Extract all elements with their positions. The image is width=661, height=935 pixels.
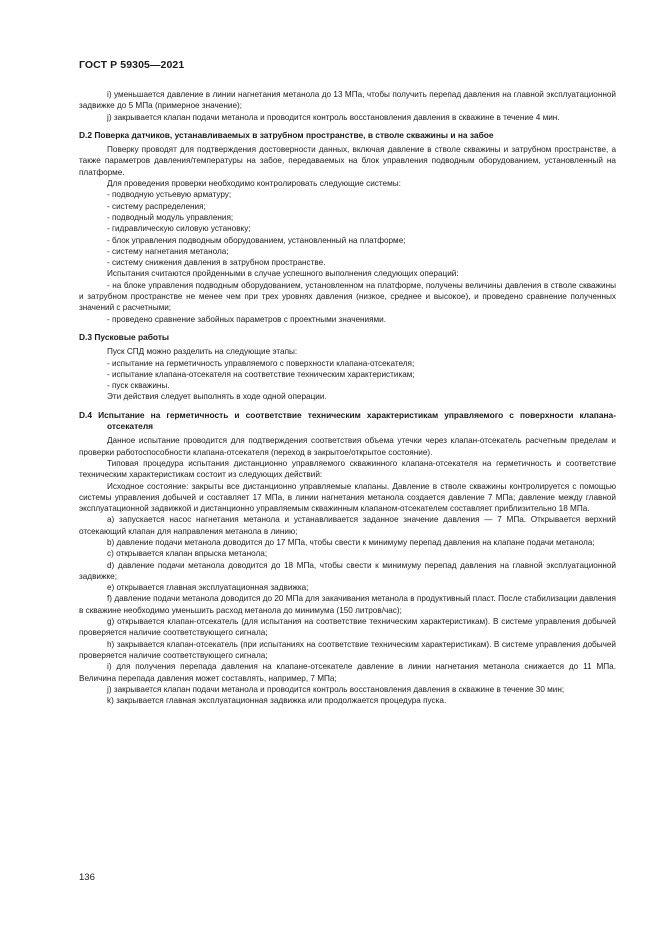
step-item: c) открывается клапан впрыска метанола;: [107, 549, 268, 559]
section-d4-paragraph: Типовая процедура испытания дистанционно управляемого скважинного клапана-отсекателя на герметичность и соответствие техническим характеристикам состоит из следующих действий:: [79, 458, 616, 480]
section-d4-heading: D.4 Испытание на герметичность и соответствие техническим характеристикам управляемого с поверхности клапана-отсекателя: [79, 409, 616, 432]
step-item: i) для получения перепада давления на клапане-отсекателе давление в линии нагнетания метанола снижается до 11 МПа. Величина перепада давления может составлять, например, 7 МПа;: [79, 662, 616, 683]
step-item: a) запускается насос нагнетания метанола и устанавливается заданное значение давления — 7 МПа. Открывается верхний отсекающий клапан для направления метанола в линию;: [79, 515, 616, 536]
step-item: k) закрывается главная эксплуатационная задвижка или продолжается процедура пуска.: [107, 696, 447, 706]
section-d3-paragraph: Эти действия следует выполнять в ходе одной операции.: [107, 392, 327, 402]
step-item: e) открывается главная эксплуатационная задвижка;: [107, 583, 309, 593]
section-d2-paragraph: Для проведения проверки необходимо контролировать следующие системы:: [107, 179, 401, 189]
section-d2-heading: D.2 Поверка датчиков, устанавливаемых в затрубном пространстве, в стволе скважины и на забое: [79, 129, 494, 140]
list-item: - испытание клапана-отсекателя на соответствие техническим характеристикам;: [107, 369, 415, 379]
list-item: - подводную устьевую арматуру;: [107, 190, 232, 200]
section-d3-paragraph: Пуск СПД можно разделить на следующие этапы:: [107, 347, 298, 357]
section-d2-paragraph: Поверку проводят для подтверждения достоверности данных, включая давление в стволе скважины и затрубном пространстве, а также параметров давления/температуры на забое, передаваемых на блок управления подводным оборудованием, установленный на платформе.: [79, 145, 616, 177]
list-item: - систему распределения;: [107, 201, 206, 211]
step-item: d) давление подачи метанола доводится до 18 МПа, чтобы свести к минимуму перепад давления на главной эксплуатационной задвижке;: [79, 560, 616, 581]
list-item: - гидравлическую силовую установку;: [107, 224, 251, 234]
list-item: - испытание на герметичность управляемого с поверхности клапана-отсекателя;: [107, 358, 415, 368]
list-item: - на блоке управления подводным оборудованием, установленном на платформе, получены величины давления в стволе скважины и затрубном пространстве не менее чем при трех уровнях давления (низкое, среднее и высокое), и проведено сравнение полученных значений с расчетными;: [79, 280, 616, 313]
step-item: h) закрывается клапан-отсекатель (при испытаниях на соответствие техническим характеристикам). В системе управления добычей проверяется наличие соответствующего сигнала;: [79, 639, 616, 660]
intro-item-j: j) закрывается клапан подачи метанола и проводится контроль восстановления давления в скважине в течение 4 мин.: [107, 112, 560, 122]
section-d4-paragraph: Данное испытание проводится для подтверждения соответствия объема утечки через клапан-отсекатель расчетным пределам и проверки работоспособности клапана-отсекателя (переход в закрытое/открытое состояние).: [79, 436, 616, 457]
step-item: g) открывается клапан-отсекатель (для испытания на соответствие техническим характеристикам). В системе управления добычей проверяется наличие соответствующего сигнала;: [79, 617, 616, 638]
page-number: 136: [79, 872, 95, 883]
list-item: - систему снижения давления в затрубном пространстве.: [107, 258, 326, 268]
step-item: b) давление подачи метанола доводится до 17 МПа, чтобы свести к минимуму перепад давления на клапане подачи метанола;: [107, 537, 595, 547]
list-item: - проведено сравнение забойных параметров с проектными значениями.: [107, 314, 387, 324]
list-item: - систему нагнетания метанола;: [107, 246, 229, 256]
section-d4-paragraph: Исходное состояние: закрыты все дистанционно управляемые клапаны. Давление в стволе скважины контролируется с помощью системы управления добычей и составляет 17 МПа, в линии нагнетания метанола создается давление 7 МПа; давление между главной эксплуатационной задвижкой и дистанционно управляемым скважинным клапаном-отсекателем составляет приблизительно 18 МПа.: [79, 481, 616, 514]
list-item: - подводный модуль управления;: [107, 212, 234, 222]
step-item: f) давление подачи метанола доводится до 20 МПа для закачивания метанола в продуктивный пласт. После стабилизации давления в скважине необходимо уменьшить расход метанола до минимума (150 литров/час);: [79, 594, 616, 615]
step-item: j) закрывается клапан подачи метанола и проводится контроль восстановления давления в скважине в течение 30 мин;: [107, 684, 565, 694]
intro-item-i: i) уменьшается давление в линии нагнетания метанола до 13 МПа, чтобы получить перепад давления на главной эксплуатационной задвижке до 5 МПа (примерное значение);: [79, 90, 616, 111]
list-item: - блок управления подводным оборудованием, установленный на платформе;: [107, 235, 406, 245]
section-d3-heading: D.3 Пусковые работы: [79, 331, 170, 342]
document-body: [79, 89, 616, 706]
document-header: ГОСТ Р 59305—2021: [79, 59, 185, 71]
section-d2-paragraph: Испытания считаются пройденными в случае успешного выполнения следующих операций:: [107, 269, 459, 279]
list-item: - пуск скважины.: [107, 381, 170, 391]
